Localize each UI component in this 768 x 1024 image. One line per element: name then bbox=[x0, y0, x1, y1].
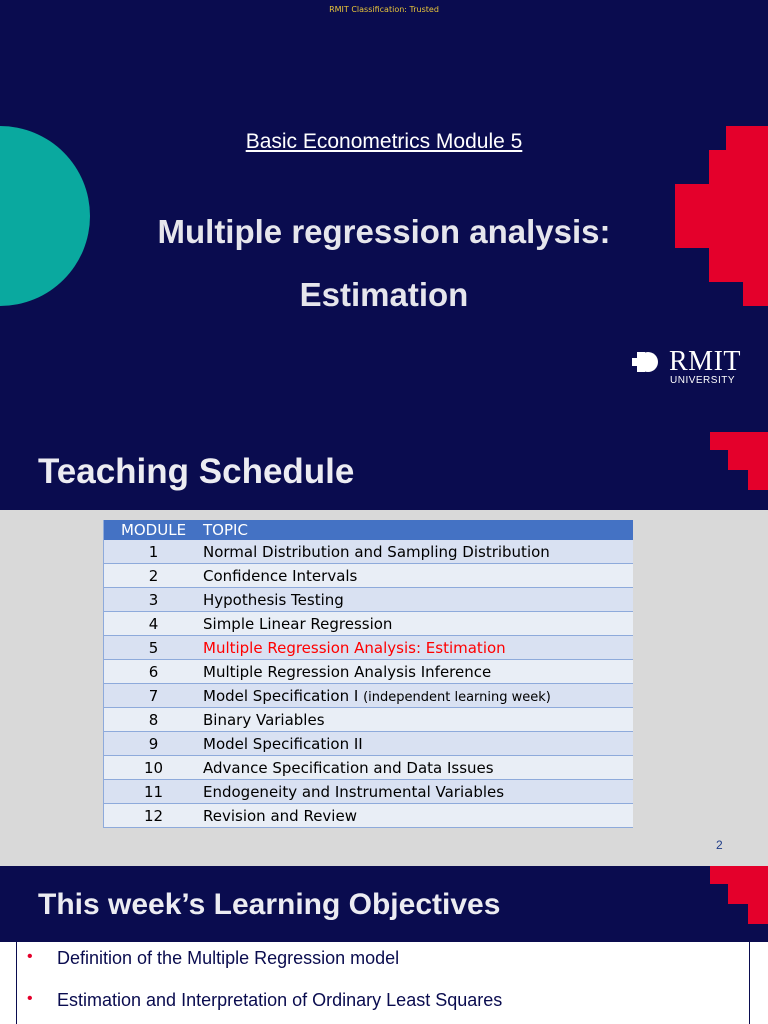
table-header-row bbox=[104, 520, 634, 540]
module-topic: Confidence Intervals bbox=[203, 564, 633, 588]
rmit-logo-subtitle: UNIVERSITY bbox=[670, 375, 736, 386]
rmit-logo-word: RMIT bbox=[669, 346, 741, 377]
module-topic-note: (independent learning week) bbox=[363, 689, 551, 705]
module-number: 7 bbox=[104, 684, 204, 708]
module-topic: Model Specification II bbox=[203, 732, 633, 756]
module-topic: Hypothesis Testing bbox=[203, 588, 633, 612]
module-number: 4 bbox=[104, 612, 204, 636]
title-slide bbox=[0, 0, 768, 432]
classification-label: RMIT Classification: Trusted bbox=[329, 5, 439, 14]
list-item bbox=[27, 948, 400, 969]
table-row bbox=[104, 540, 634, 564]
topic-column-header: TOPIC bbox=[203, 520, 633, 540]
table-row bbox=[104, 756, 634, 780]
module-topic: Multiple Regression Analysis Inference bbox=[203, 660, 633, 684]
slide-main-title bbox=[0, 200, 768, 326]
table-row bbox=[104, 732, 634, 756]
module-topic bbox=[203, 684, 633, 708]
module-number: 5 bbox=[104, 636, 204, 660]
module-topic: Advance Specification and Data Issues bbox=[203, 756, 633, 780]
bullet-icon: • bbox=[27, 948, 33, 965]
main-title-line-2: Estimation bbox=[299, 276, 469, 313]
module-topic: Endogeneity and Instrumental Variables bbox=[203, 780, 633, 804]
table-row bbox=[104, 660, 634, 684]
table-row-current-module bbox=[104, 636, 634, 660]
table-row bbox=[104, 588, 634, 612]
list-item bbox=[27, 990, 503, 1011]
main-title-line-1: Multiple regression analysis: bbox=[157, 213, 611, 250]
table-row bbox=[104, 684, 634, 708]
module-topic: Binary Variables bbox=[203, 708, 633, 732]
module-number: 11 bbox=[104, 780, 204, 804]
slide-title: This week’s Learning Objectives bbox=[38, 888, 501, 921]
module-topic: Normal Distribution and Sampling Distribution bbox=[203, 540, 633, 564]
module-topic: Simple Linear Regression bbox=[203, 612, 633, 636]
module-number: 2 bbox=[104, 564, 204, 588]
module-heading: Basic Econometrics Module 5 bbox=[245, 130, 523, 153]
module-number: 9 bbox=[104, 732, 204, 756]
page-number: 2 bbox=[716, 838, 723, 852]
module-number: 10 bbox=[104, 756, 204, 780]
table-row bbox=[104, 804, 634, 828]
red-corner-decoration bbox=[710, 866, 768, 924]
module-number: 1 bbox=[104, 540, 204, 564]
objectives-list bbox=[16, 942, 750, 1024]
bullet-icon: • bbox=[27, 990, 33, 1007]
rmit-logo bbox=[632, 347, 742, 387]
table-row bbox=[104, 780, 634, 804]
learning-objectives-slide bbox=[0, 866, 768, 1024]
module-topic: Revision and Review bbox=[203, 804, 633, 828]
table-row bbox=[104, 564, 634, 588]
schedule-table bbox=[103, 520, 633, 828]
table-row bbox=[104, 612, 634, 636]
red-corner-decoration bbox=[710, 432, 768, 490]
table-row bbox=[104, 708, 634, 732]
red-pixel-decoration bbox=[675, 126, 768, 306]
module-number: 6 bbox=[104, 660, 204, 684]
module-number: 8 bbox=[104, 708, 204, 732]
module-column-header: MODULE bbox=[104, 520, 204, 540]
slide-header-bar bbox=[0, 866, 768, 942]
rmit-logo-icon bbox=[632, 349, 660, 377]
objective-text: Definition of the Multiple Regression model bbox=[57, 948, 400, 968]
teaching-schedule-slide bbox=[0, 432, 768, 866]
module-topic: Multiple Regression Analysis: Estimation bbox=[203, 636, 633, 660]
slide-header-bar bbox=[0, 432, 768, 510]
objective-text: Estimation and Interpretation of Ordinary Least Squares bbox=[57, 990, 503, 1010]
module-number: 12 bbox=[104, 804, 204, 828]
module-topic-text: Model Specification I bbox=[203, 686, 359, 705]
module-number: 3 bbox=[104, 588, 204, 612]
slide-title: Teaching Schedule bbox=[38, 452, 355, 491]
